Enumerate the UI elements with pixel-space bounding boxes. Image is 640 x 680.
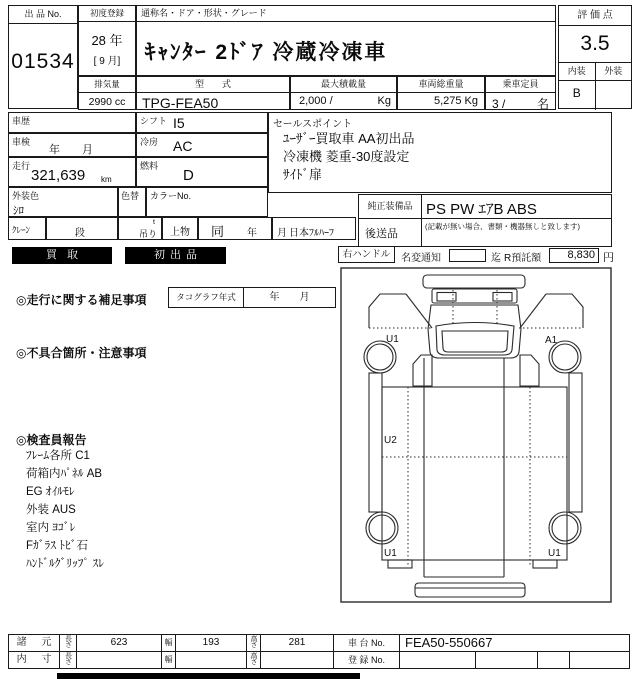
shift-cell	[136, 112, 268, 133]
tachograph-label-cell	[168, 287, 244, 308]
spec-width-value-cell	[175, 634, 247, 652]
shift-label: シフト	[140, 116, 168, 126]
first-registration-label: 初度登録	[79, 6, 135, 22]
ac-label: 冷房	[140, 137, 159, 147]
inner-height-value-cell	[260, 651, 334, 669]
score-value: 3.5	[559, 26, 631, 63]
lot-number-box	[8, 5, 78, 109]
inspection-value: 年 月	[49, 144, 93, 156]
mileage-cell	[8, 157, 136, 187]
mileage-unit: km	[101, 175, 112, 184]
inspection-cell	[8, 133, 136, 157]
right-handle-label: 右ハンドル	[342, 249, 391, 260]
length-label: 長さ	[64, 652, 72, 664]
fuel-cell	[136, 157, 268, 187]
width-label: 幅	[164, 655, 173, 664]
damage-mark-rear-right: U1	[548, 548, 561, 559]
spec-height-label-cell	[246, 634, 261, 652]
fuel-value: D	[183, 167, 194, 184]
tachograph-value: 年 月	[269, 292, 310, 303]
registration-label-cell	[333, 651, 400, 669]
model-code-value: TPG-FEA50	[142, 95, 219, 111]
tachograph-label: タコグラフ年式	[176, 292, 236, 302]
tachograph-value-cell	[243, 287, 336, 308]
score-label: 評 価 点	[559, 6, 631, 26]
spec-row-label-cell	[8, 634, 60, 652]
inspector-line: EG ｵｲﾙﾓﾚ	[26, 486, 75, 498]
displacement-label: 排気量	[79, 77, 135, 93]
inspection-label: 車検	[12, 137, 31, 147]
vehicle-name-label: 通称名・ドア・形状・グレード	[137, 6, 555, 22]
mileage-value: 321,639	[31, 167, 86, 184]
first-registration-month: [ 9 月]	[93, 56, 121, 67]
chassis-value: FEA50-550667	[405, 635, 493, 650]
sales-point-line2: 冷凍機 菱重-30度設定	[283, 149, 410, 164]
fuel-label: 燃料	[140, 161, 159, 171]
width-label: 幅	[164, 638, 173, 647]
inspector-line: Fｶﾞﾗｽ ﾄﾋﾞ石	[26, 540, 88, 552]
capacity-unit: 名	[536, 97, 549, 111]
max-load-box	[290, 76, 397, 110]
oem-equipment-value-cell	[421, 194, 612, 219]
crane-lift-unit: t	[153, 219, 155, 226]
deposit-label: R預託額	[504, 253, 542, 264]
chassis-label: 車 台 No.	[347, 638, 385, 648]
until-label: 迄	[491, 253, 501, 264]
spec-row-label: 諸 元	[16, 637, 58, 648]
front-bumper-shape	[423, 275, 525, 288]
defect-title: ◎不具合箇所・注意事項	[16, 346, 147, 360]
inner-height-label-cell	[246, 651, 261, 669]
crane-label: ｸﾚｰﾝ	[12, 225, 31, 235]
chassis-label-cell	[333, 634, 400, 652]
first-registration-year: 28 年	[91, 33, 123, 48]
spec-length-label-cell	[59, 634, 77, 652]
inspector-line: 荷箱内ﾊﾟﾈﾙ AB	[26, 468, 103, 480]
inner-width-label-cell	[161, 651, 176, 669]
body-year: 年	[247, 228, 257, 239]
ac-value: AC	[173, 138, 193, 154]
recolor-cell	[118, 187, 146, 217]
inner-row-label: 内 寸	[16, 654, 58, 665]
inspector-line: 室内 ﾖｺﾞﾚ	[26, 522, 76, 534]
shift-value: I5	[173, 115, 185, 131]
model-code-box	[136, 76, 290, 110]
score-box	[558, 5, 632, 109]
max-load-unit: Kg	[377, 95, 391, 107]
name-change-field	[449, 249, 486, 262]
spec-width-value: 193	[202, 637, 220, 648]
history-label: 車歴	[12, 116, 31, 126]
sales-point-box	[268, 112, 612, 193]
color-no-cell	[146, 187, 268, 217]
interior-label: 内装	[559, 63, 596, 80]
inspector-line: ﾊﾝﾄﾞﾙｸﾞﾘｯﾌﾟ ｽﾚ	[26, 558, 104, 570]
crane-lift-label: 吊り	[138, 229, 157, 239]
spec-width-label-cell	[161, 634, 176, 652]
later-items-note: (記載が無い場合、書類・機器無しと致します)	[425, 222, 580, 231]
inner-length-value-cell	[76, 651, 162, 669]
inspector-report-title: ◎検査員報告	[16, 433, 87, 447]
displacement-value: 2990 cc	[88, 96, 126, 108]
chassis-value-cell	[399, 634, 630, 652]
later-items-label-cell	[358, 218, 422, 247]
vehicle-name-box	[136, 5, 556, 76]
deposit-field	[549, 248, 599, 263]
body-maker-cell	[272, 217, 356, 240]
inspector-line: ﾌﾚｰﾑ各所 C1	[26, 450, 90, 462]
registration-label: 登 録 No.	[347, 655, 385, 665]
sales-point-line1: ﾕｰｻﾞｰ買取車 AA初出品	[283, 131, 415, 146]
exterior-grade	[596, 81, 632, 110]
lot-number-label: 出 品 No.	[9, 6, 77, 24]
name-change-label: 名変通知	[401, 253, 441, 264]
crane-cell	[8, 217, 46, 240]
first-registration-box	[78, 5, 136, 76]
oem-equipment-label: 純正装備品	[367, 201, 413, 211]
registration-extra-cell	[537, 651, 570, 669]
exterior-label: 外装	[604, 66, 623, 76]
body-same-year-cell	[198, 217, 272, 240]
gross-weight-value: 5,275 Kg	[433, 95, 478, 107]
capacity-box	[485, 76, 556, 110]
vehicle-diagram	[340, 267, 612, 603]
capacity-value: 3 /	[492, 96, 506, 111]
damage-mark-mid-left: U2	[384, 435, 397, 446]
inner-width-value-cell	[175, 651, 247, 669]
height-label: 高さ	[250, 652, 257, 664]
inspector-line: 外装 AUS	[26, 504, 76, 516]
recolor-label: 色替	[121, 191, 140, 201]
lot-number-value: 01534	[11, 50, 75, 73]
oem-equipment-value: PS PW ｴｱB ABS	[426, 201, 537, 218]
yen-label: 円	[603, 252, 614, 264]
spec-height-value: 281	[288, 637, 306, 648]
length-label: 長さ	[64, 635, 72, 647]
first-listing-badge: 初出品	[125, 247, 226, 264]
gross-weight-box	[397, 76, 485, 110]
max-load-label: 最大積載量	[291, 77, 396, 93]
capacity-label: 乗車定員	[486, 77, 555, 93]
displacement-box	[78, 76, 136, 110]
registration-extra-cell	[475, 651, 538, 669]
height-label: 高さ	[250, 635, 257, 647]
later-items-label: 後送品	[365, 228, 398, 240]
mileage-label: 走行	[12, 161, 31, 171]
body-color-value: ｼﾛ	[13, 205, 24, 217]
redaction-bar	[57, 673, 360, 679]
crane-stage-cell	[46, 217, 118, 240]
spec-length-value-cell	[76, 634, 162, 652]
right-handle-box	[338, 246, 395, 263]
ac-cell	[136, 133, 268, 157]
body-color-cell	[8, 187, 118, 217]
color-no-label: カラーNo.	[150, 191, 192, 201]
inner-row-label-cell	[8, 651, 60, 669]
body-type-label: 上物	[170, 227, 190, 238]
body-type-cell	[162, 217, 198, 240]
history-cell	[8, 112, 136, 133]
crane-stage-label: 段	[75, 228, 85, 239]
damage-mark-front-right: A1	[545, 335, 558, 346]
buyback-badge: 買取	[12, 247, 112, 264]
inner-length-label-cell	[59, 651, 77, 669]
damage-mark-front-left: U1	[386, 334, 399, 345]
body-month: 月	[277, 228, 287, 239]
deposit-value: 8,830	[567, 249, 595, 261]
mileage-note-title: ◎走行に関する補足事項	[16, 293, 147, 307]
registration-value-cell	[399, 651, 476, 669]
interior-grade: B	[559, 81, 596, 110]
damage-mark-rear-left: U1	[384, 548, 397, 559]
registration-extra-cell	[569, 651, 630, 669]
spec-length-value: 623	[110, 637, 128, 648]
sales-point-title: セールスポイント	[273, 119, 353, 130]
later-items-value-cell	[421, 218, 612, 247]
vehicle-name-value: ｷｬﾝﾀｰ 2ﾄﾞｱ 冷蔵冷凍車	[145, 41, 388, 64]
sales-point-line3: ｻｲﾄﾞ扉	[283, 167, 323, 182]
oem-equipment-label-cell	[358, 194, 422, 219]
spec-height-value-cell	[260, 634, 334, 652]
gross-weight-label: 車両総重量	[398, 77, 484, 93]
body-color-label: 外装色	[12, 191, 40, 201]
model-code-label: 型 式	[137, 77, 289, 93]
crane-lift-cell	[118, 217, 162, 240]
body-maker: 日本ﾌﾙﾊｰﾌ	[289, 228, 334, 239]
body-same: 同	[211, 224, 225, 239]
max-load-value: 2,000 /	[299, 95, 333, 107]
